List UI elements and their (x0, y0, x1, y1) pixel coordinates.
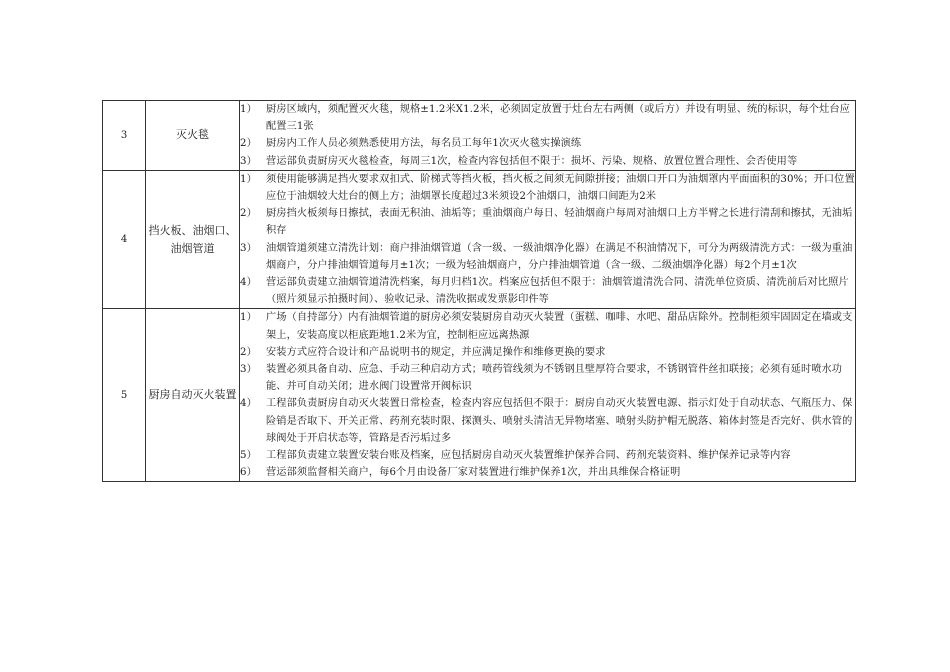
requirement-number: 4） (240, 277, 257, 289)
requirement-text: 营运部负责建立油烟管道清洗档案，每月归档1次。档案应包括但不限于：油烟管道清洗合同、清洗单位资质、清洗前后对比照片（照片须显示拍摄时间）、验收记录、清洗收据或发票影印件等 (266, 277, 849, 306)
requirement-number: 3） (240, 364, 257, 376)
requirement-text: 营运部须监督相关商户，每6个月由设备厂家对装置进行维护保养1次，并出具维保合格证明 (266, 467, 681, 479)
requirement-number: 2） (240, 346, 257, 358)
requirement-number: 3） (240, 242, 257, 254)
requirement-item (240, 101, 855, 135)
requirement-item (240, 274, 855, 308)
table-row (103, 170, 856, 309)
item-name: 灭火毯 (146, 101, 240, 171)
requirement-number: 2） (240, 138, 257, 150)
requirement-text: 营运部负责厨房灭火毯检查，每周三1次，检查内容包括但不限于：损坏、污染、规格、放置位置合理性、会否使用等 (266, 155, 798, 167)
row-number: 4 (103, 170, 146, 309)
requirement-item (240, 309, 855, 343)
requirement-text: 装置必须具备自动、应急、手动三种启动方式；喷药管线须为不锈钢且壁厚符合要求，不锈钢管件丝扣联接；必须有延时喷水功能、并可自动关闭；进水阀门设置常开阀标识 (266, 364, 843, 393)
requirement-item (240, 395, 855, 447)
requirement-text: 工程部负责厨房自动灭火装置日常检查，检查内容应包括但不限于：厨房自动灭火装置电源、指示灯处于自动状态、气瓶压力、保险销是否取下、开关正常、药剂充装时限、探测头、喷射头清洁无异物堵塞、喷射头防护帽无脱落、箱体封签是否完好、供水管的球阀处于开启状态等，管路是否污垢过多 (266, 398, 853, 444)
requirement-text: 安装方式应符合设计和产品说明书的规定，并应满足操作和维修更换的要求 (266, 346, 606, 358)
requirement-number: 4） (240, 398, 257, 410)
requirement-item (240, 135, 855, 152)
requirements-cell (240, 309, 856, 482)
row-number: 5 (103, 309, 146, 482)
item-name: 挡火板、油烟口、油烟管道 (146, 170, 240, 309)
requirements-table (102, 100, 856, 482)
requirement-number: 1） (240, 173, 257, 185)
requirement-item (240, 447, 855, 464)
requirements-cell (240, 170, 856, 309)
requirement-text: 厨房挡火板须每日擦拭，表面无积油、油垢等；重油烟商户每日、轻油烟商户每周对油烟口上方半臂之长进行清刮和擦拭，无油垢积存 (266, 208, 853, 237)
requirement-item (240, 153, 855, 170)
requirement-text: 厨房区域内，须配置灭火毯，规格±1.2米X1.2米，必须固定放置于灶台左右两侧（或后方）并设有明显、统的标识，每个灶台应配置三1张 (266, 104, 850, 133)
requirement-text: 工程部负责建立装置安装台账及档案，应包括厨房自动灭火装置维护保养合同、药剂充装资料、维护保养记录等内容 (266, 450, 791, 462)
requirement-item (240, 464, 855, 481)
requirement-number: 6） (240, 467, 257, 479)
requirement-item (240, 361, 855, 395)
requirement-text: 厨房内工作人员必须熟悉使用方法，每名员工每年1次灭火毯实操演练 (266, 138, 582, 150)
requirement-item (240, 344, 855, 361)
requirement-item (240, 240, 855, 274)
requirements-cell (240, 101, 856, 171)
requirement-number: 1） (240, 104, 257, 115)
requirement-item (240, 171, 855, 205)
requirement-number: 1） (240, 312, 257, 324)
requirement-text: 须使用能够满足挡火要求双扣式、阶梯式等挡火板，挡火板之间须无间隙拼接；油烟口开口为油烟罩内平面面积的30%；开口位置应位于油烟较大灶台的侧上方；油烟罩长度超过3米须设2个油烟口，油烟口间距为2米 (266, 173, 855, 203)
table-row (103, 101, 856, 171)
requirement-text: 广场（自持部分）内有油烟管道的厨房必须安装厨房自动灭火装置（蛋糕、咖啡、水吧、甜品店除外。控制柜须牢固固定在墙或支架上，安装高度以柜底距地1.2米为宜，控制柜应远离热源 (266, 312, 853, 341)
row-number: 3 (103, 101, 146, 171)
requirement-number: 2） (240, 208, 257, 220)
requirement-item (240, 205, 855, 239)
table-row (103, 309, 856, 482)
requirement-number: 3） (240, 155, 257, 167)
requirement-number: 5） (240, 450, 257, 462)
item-name: 厨房自动灭火装置 (146, 309, 240, 482)
requirement-text: 油烟管道须建立清洗计划：商户排油烟管道（含一级、一级油烟净化器）在满足不积油情况下，可分为两级清洗方式：一级为重油烟商户，分户排油烟管道每月±1次；一级为轻油烟商户，分户排油烟管道（含一级、二级油烟净化器）每2个月±1次 (266, 242, 853, 271)
